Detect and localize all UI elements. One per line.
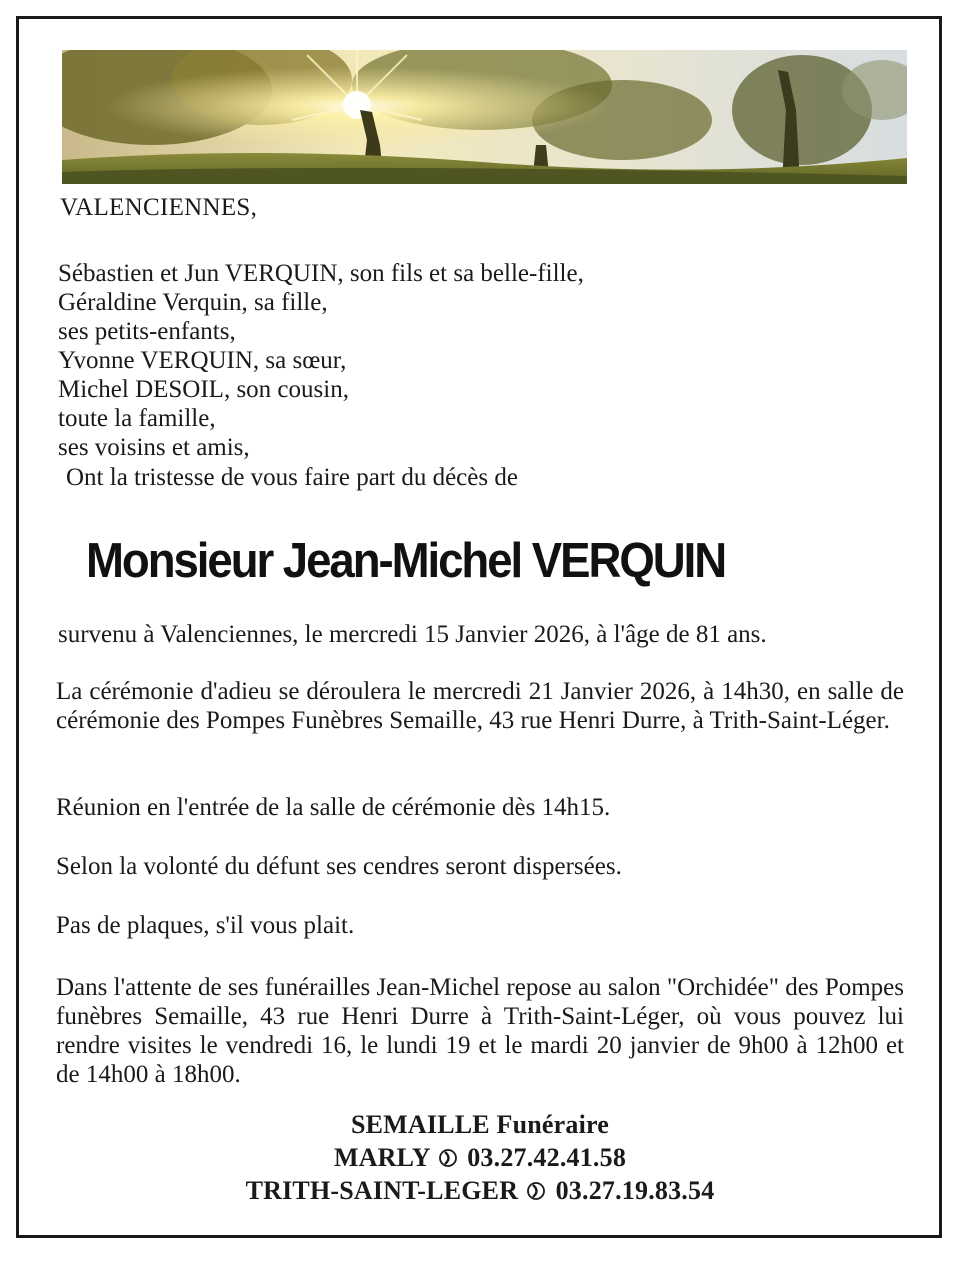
agency-phone: 03.27.42.41.58 xyxy=(467,1143,627,1172)
agency-line-trith xyxy=(100,1174,860,1207)
phone-icon xyxy=(527,1177,545,1199)
ceremony-paragraph: La cérémonie d'adieu se déroulera le mercredi 21 Janvier 2026, à 14h30, en salle de cérémonie des Pompes Funèbres Semaille, 43 rue Henri Durre, à Trith-Saint-Léger. xyxy=(56,678,904,734)
agency-city: MARLY xyxy=(333,1143,430,1172)
family-line: Sébastien et Jun VERQUIN, son fils et sa belle-fille, xyxy=(58,260,584,287)
agency-phone: 03.27.19.83.54 xyxy=(555,1176,715,1205)
phone-icon xyxy=(439,1144,457,1166)
death-details: survenu à Valenciennes, le mercredi 15 Janvier 2026, à l'âge de 81 ans. xyxy=(58,621,767,648)
funeral-home-name: SEMAILLE Funéraire xyxy=(350,1110,610,1139)
agency-city: TRITH-SAINT-LEGER xyxy=(245,1176,519,1205)
family-line: ses voisins et amis, xyxy=(58,434,250,461)
family-line: Géraldine Verquin, sa fille, xyxy=(58,289,328,316)
plaques-paragraph: Pas de plaques, s'il vous plait. xyxy=(56,912,355,939)
family-line: Yvonne VERQUIN, sa sœur, xyxy=(58,347,347,374)
sunlit-trees-image xyxy=(62,50,907,184)
ashes-paragraph: Selon la volonté du défunt ses cendres seront dispersées. xyxy=(56,853,622,880)
reunion-paragraph: Réunion en l'entrée de la salle de cérémonie dès 14h15. xyxy=(56,794,611,821)
agency-line-marly xyxy=(150,1141,810,1174)
family-line: Michel DESOIL, son cousin, xyxy=(58,376,349,403)
location-heading: VALENCIENNES, xyxy=(60,194,258,221)
family-line: ses petits-enfants, xyxy=(58,318,236,345)
visits-paragraph: Dans l'attente de ses funérailles Jean-Michel repose au salon "Orchidée" des Pompes funèbres Semaille, 43 rue Henri Durre à Trith-Saint-Léger, où vous pouvez lui rendre visites le vendredi 16, le lundi 19 et le mardi 20 janvier de 9h00 à 12h00 et de 14h00 à 18h00. xyxy=(56,974,904,1088)
family-line: toute la famille, xyxy=(58,405,216,432)
deceased-name: Monsieur Jean-Michel VERQUIN xyxy=(86,534,726,588)
announcement-line: Ont la tristesse de vous faire part du décès de xyxy=(66,464,518,491)
